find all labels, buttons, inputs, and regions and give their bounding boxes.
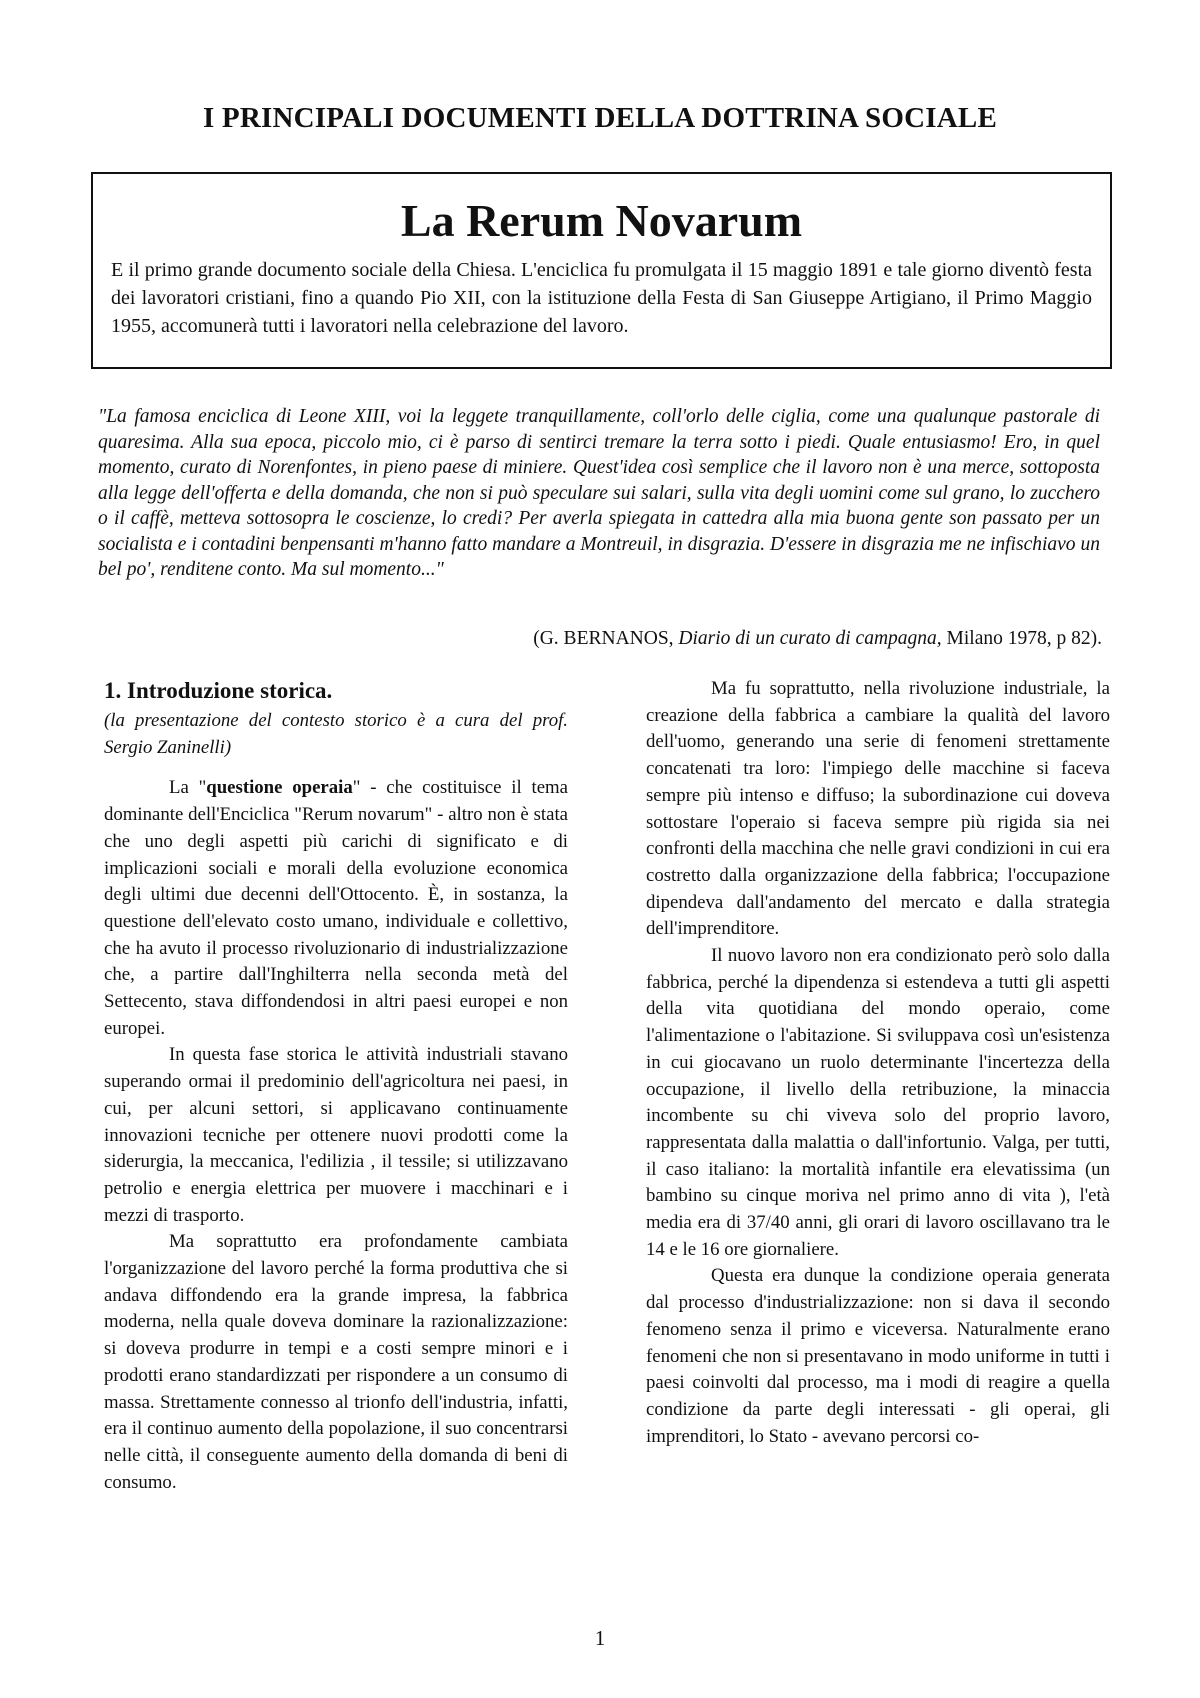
left-column [104,676,568,1496]
paragraph-1-rest: " - che costituisce il tema dominante dell'Enciclica "Rerum novarum" - altro non è stata che uno degli aspetti più carichi di significato e di implicazioni sociali e morali della evoluzione economica degli ultimi due decenni dell'Ottocento. È, in sostanza, la questione dell'elevato costo umano, individuale e collettivo, che ha avuto il processo rivoluzionario di industrializzazione che, a partire dall'Inghilterra nella seconda metà del Settecento, stava diffondendosi in altri paesi europei e non europei. [104,777,568,1039]
questione-operaia-term: questione operaia [206,777,353,799]
paragraph-1-start: La " [169,777,207,799]
section-note: (la presentazione del contesto storico è a cura del prof. Sergio Zaninelli) [104,710,568,758]
paragraph-1 [104,775,568,1042]
paragraph-4: Ma fu soprattutto, nella rivoluzione industriale, la creazione della fabbrica a cambiare la qualità del lavoro dell'uomo, generando una serie di fenomeni strettamente concatenati tra loro: l'impiego delle macchine si faceva sempre più intenso e diffuso; la subordinazione cui doveva sottostare l'operaio si faceva sempre più rigida sia nei confronti della macchina che nelle gravi condizioni in cui era costretto dalla organizzazione della fabbrica; l'occupazione dipendeva dall'andamento del mercato e dalla strategia dell'imprenditore. [646,678,1110,940]
intro-box [91,172,1112,369]
paragraph-3: Ma soprattutto era profondamente cambiata l'organizzazione del lavoro perché la forma produttiva che si andava diffondendo era la grande impresa, la fabbrica moderna, nella quale doveva dominare la razionalizzazione: si doveva produrre in tempi e a costi sempre minori e i prodotti erano standardizzati per rispondere a un consumo di massa. Strettamente connesso al trionfo dell'industria, infatti, era il continuo aumento della popolazione, il suo concentrarsi nelle città, il conseguente aumento della domanda di beni di consumo. [104,1231,568,1493]
paragraph-5: Il nuovo lavoro non era condizionato però solo dalla fabbrica, perché la dipendenza si estendeva a tutti gli aspetti della vita quotidiana del mondo operaio, come l'alimentazione o l'abitazione. Si sviluppava così un'esistenza in cui giocavano un ruolo determinante l'incertezza della occupazione, il livello della retribuzione, la minaccia incombente su chi viveva solo del proprio lavoro, rappresentata dalla malattia o dall'infortunio. Valga, per tutti, il caso italiano: la mortalità infantile era elevatissima (un bambino su cinque moriva nel primo anno di vita ), l'età media era di 37/40 anni, gli orari di lavoro oscillavano tra le 14 e le 16 ore giornaliere. [646,945,1110,1260]
page-number: 1 [594,1626,606,1650]
citation-work: Diario di un curato di campagna, [678,628,942,649]
intro-text: E il primo grande documento sociale della Chiesa. L'enciclica fu promulgata il 15 maggio 1891 e tale giorno diventò festa dei lavoratori cristiani, fino a quando Pio XII, con la istituzione della Festa di San Giuseppe Artigiano, il Primo Maggio 1955, accomunerà tutti i lavoratori nella celebrazione del lavoro. [111,259,1092,337]
section-heading: 1. Introduzione storica. [104,678,333,703]
citation-prefix: (G. BERNANOS, [533,628,679,649]
right-column [646,676,1110,1450]
citation-suffix: Milano 1978, p 82). [941,628,1102,649]
document-header: I PRINCIPALI DOCUMENTI DELLA DOTTRINA SOCIALE [202,102,997,134]
quote-citation [533,626,1102,651]
bernanos-quote: "La famosa enciclica di Leone XIII, voi la leggete tranquillamente, coll'orlo delle ciglia, come una qualunque pastorale di quaresima. Alla sua epoca, piccolo mio, ci è parso di sentirci tremare la terra sotto i piedi. Quale entusiasmo! Ero, in quel momento, curato di Norenfontes, in pieno paese di miniere. Quest'idea così semplice che il lavoro non è una merce, sottoposta alla legge dell'offerta e della domanda, che non si può speculare sui salari, sulla vita degli uomini come sul grano, lo zucchero o il caffè, metteva sottosopra le coscienze, lo credi? Per averla spiegata in cattedra alla mia buona gente son passato per un socialista e i contadini benpensanti m'hanno fatto mandare a Montreuil, in disgrazia. D'essere in disgrazia me ne infischiavo un bel po', renditene conto. Ma sul momento..." [98,406,1100,580]
encyclical-title: La Rerum Novarum [400,195,803,246]
paragraph-2: In questa fase storica le attività industriali stavano superando ormai il predominio dell'agricoltura nei paesi, in cui, per alcuni settori, si applicavano continuamente innovazioni tecniche per ottenere nuovi prodotti come la siderurgia, la meccanica, l'edilizia , il tessile; si utilizzavano petrolio e energia elettrica per muovere i macchinari e i mezzi di trasporto. [104,1044,568,1226]
paragraph-6: Questa era dunque la condizione operaia generata dal processo d'industrializzazione: non si dava il secondo fenomeno senza il primo e viceversa. Naturalmente erano fenomeni che non si presentavano in modo uniforme in tutti i paesi coinvolti dal processo, ma i modi di reagire a quella condizione da parte degli interessati - gli operai, gli imprenditori, lo Stato - avevano percorsi co- [646,1265,1110,1447]
